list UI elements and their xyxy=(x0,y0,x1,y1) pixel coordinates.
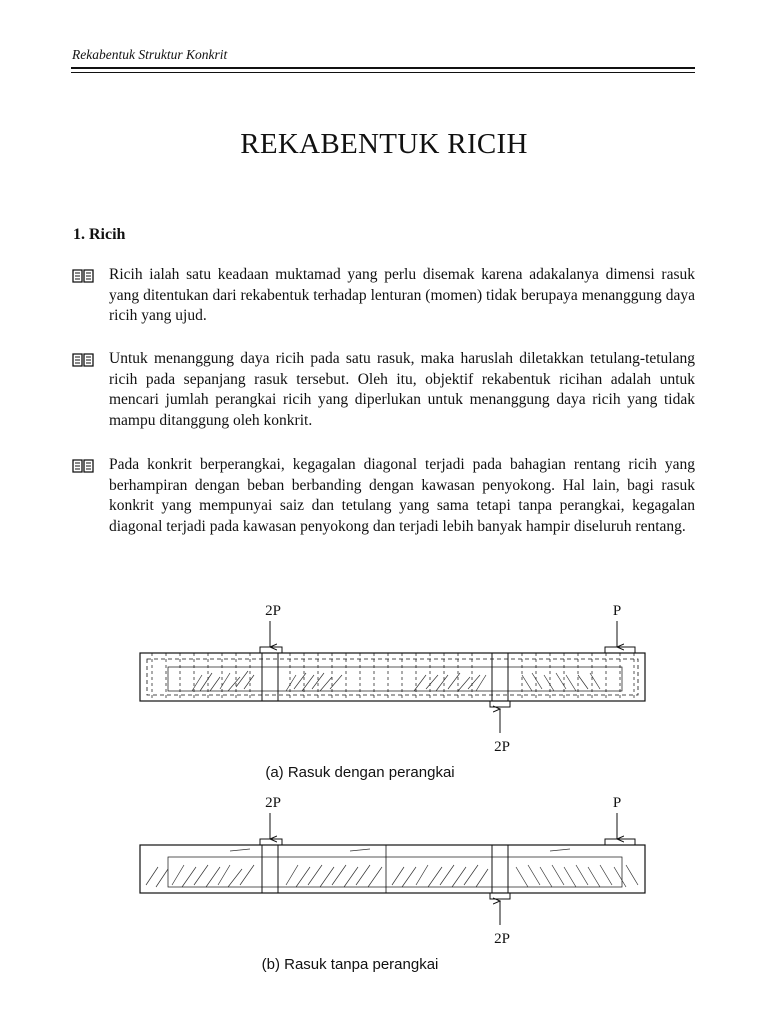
beam-b-load-right: P xyxy=(612,795,622,811)
beam-a-load-bottom: 2P xyxy=(494,739,510,755)
beam-b-load-left: 2P xyxy=(265,795,281,811)
paragraph-1: Ricih ialah satu keadaan muktamad yang perlu disemak karena adakalanya dimensi rasuk yang ditentukan dari rekabentuk terhadap lenturan (momen) tidak berupaya menanggung daya ricih yang ujud. xyxy=(109,266,695,325)
paragraph-3: Pada konkrit berperangkai, kegagalan diagonal terjadi pada bahagian rentang ricih yang berhampiran dengan beban berbanding dengan kawasan penyokong. Hal lain, bagi rasuk konkrit yang mempunyai saiz dan tetulang yang sama tetapi tanpa perangkai, kegagalan diagonal terjadi pada kawasan penyokong dan terjadi lebih banyak hampir diseluruh rentang. xyxy=(109,456,695,535)
open-book-icon xyxy=(72,458,94,474)
open-book-icon xyxy=(72,352,94,368)
header-rule-thin xyxy=(71,72,695,73)
beam-b-load-bottom: 2P xyxy=(494,931,510,947)
beam-a-caption: (a) Rasuk dengan perangkai xyxy=(265,764,455,781)
page-title: REKABENTUK RICIH xyxy=(240,128,528,160)
paragraph-2: Untuk menanggung daya ricih pada satu rasuk, maka haruslah diletakkan tetulang-tetulang ricih pada sepanjang rasuk tersebut. Oleh itu, objektif rekabentuk ricihan adalah untuk mencari jumlah perangkai ricih yang diperlukan untuk menanggung daya ricih yang tidak mampu ditanggung oleh konkrit. xyxy=(109,350,695,429)
open-book-icon xyxy=(72,268,94,284)
running-header: Rekabentuk Struktur Konkrit xyxy=(72,47,228,62)
beam-a-load-left: 2P xyxy=(265,603,281,619)
beam-a xyxy=(140,603,645,781)
beam-crack-figure xyxy=(130,595,650,975)
beam-a-load-right: P xyxy=(612,603,622,619)
beam-b xyxy=(140,795,645,973)
beam-b-caption: (b) Rasuk tanpa perangkai xyxy=(261,956,439,973)
header-rule-thick xyxy=(71,67,695,69)
section-heading: 1. Ricih xyxy=(73,226,126,243)
